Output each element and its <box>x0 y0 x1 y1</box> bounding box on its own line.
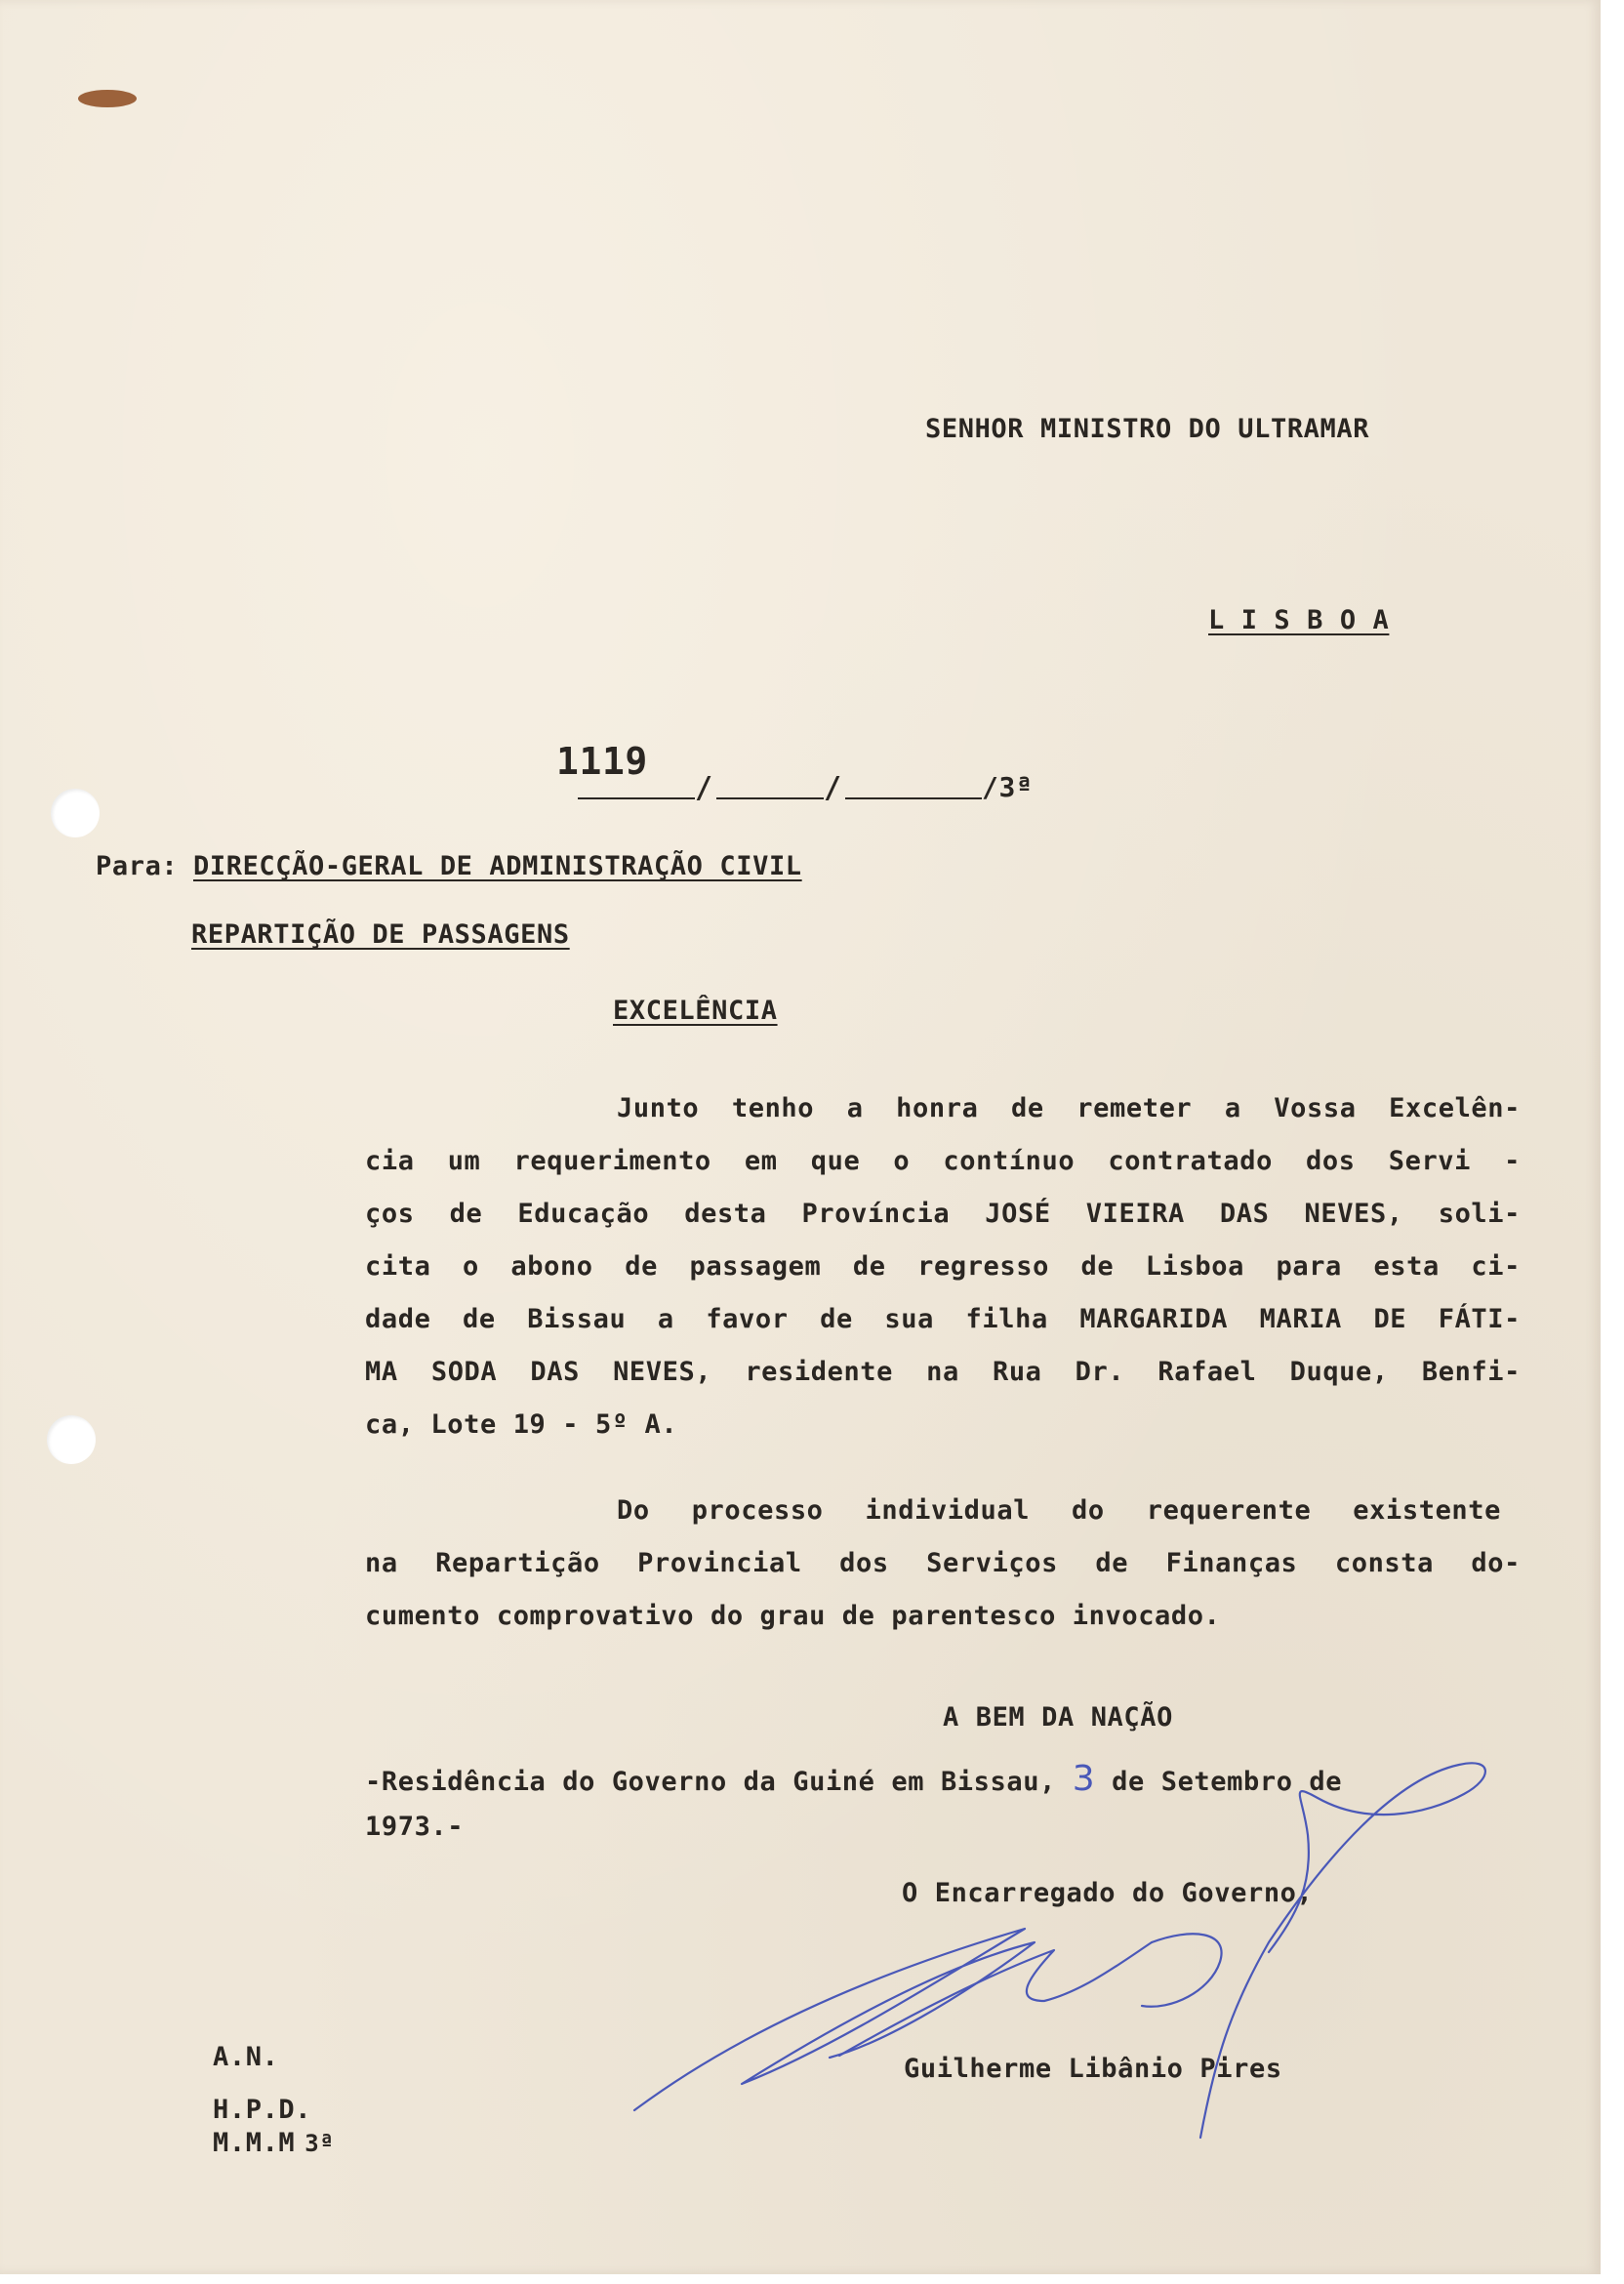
closing-year: 1973.- <box>365 1812 465 1842</box>
initials-line-1: A.N. <box>213 2042 279 2072</box>
reference-suffix: /3ª <box>982 771 1034 803</box>
paragraph-1-line: ca, Lote 19 - 5º A. <box>365 1409 678 1440</box>
initials-line-3-text: M.M.M <box>213 2128 296 2158</box>
recipient-label: Para: <box>96 851 179 881</box>
paragraph-1-line: cita o abono de passagem de regresso de Lisboa para esta ci- <box>365 1251 1521 1282</box>
paragraph-1-line: dade de Bissau a favor de sua filha MARGARIDA MARIA DE FÁTI- <box>365 1304 1521 1334</box>
initials-line-3-suffix: 3ª <box>304 2130 335 2157</box>
salutation: EXCELÊNCIA <box>613 996 778 1026</box>
paragraph-1-line: Junto tenho a honra de remeter a Vossa Excelên- <box>617 1093 1521 1123</box>
initials-line-2: H.P.D. <box>213 2095 312 2125</box>
signature-stroke <box>634 1929 1035 2110</box>
paragraph-2-line: cumento comprovativo do grau de parentesco invocado. <box>365 1601 1221 1631</box>
closing-place-date-start: -Residência do Governo da Guiné em Bissau, <box>365 1767 1073 1797</box>
paragraph-1-line: MA SODA DAS NEVES, residente na Rua Dr. Rafael Duque, Benfi- <box>365 1357 1521 1387</box>
signer-name: Guilherme Libânio Pires <box>904 2054 1282 2084</box>
closing-place-date-end: de Setembro de <box>1095 1767 1343 1797</box>
handwritten-day: 3 <box>1072 1759 1096 1799</box>
paragraph-2-line: na Repartição Provincial dos Serviços de Finanças consta do- <box>365 1548 1521 1578</box>
addressee-title: SENHOR MINISTRO DO ULTRAMAR <box>925 414 1370 444</box>
paragraph-1-line: cia um requerimento em que o contínuo contratado dos Servi - <box>365 1146 1521 1176</box>
reference-separator-2: / <box>824 771 842 805</box>
addressee-city: L I S B O A <box>1208 605 1390 635</box>
signature-stroke <box>1142 1934 1222 2006</box>
signer-role: O Encarregado do Governo, <box>902 1878 1314 1908</box>
recipient-department: REPARTIÇÃO DE PASSAGENS <box>191 919 570 950</box>
reference-number: 1119 <box>556 740 648 783</box>
signature-stroke <box>839 1942 1152 2056</box>
closing-motto: A BEM DA NAÇÃO <box>943 1702 1173 1733</box>
paragraph-1-line: ços de Educação desta Província JOSÉ VIEIRA DAS NEVES, soli- <box>365 1199 1521 1229</box>
reference-separator-1: / <box>695 771 713 805</box>
recipient-office: DIRECÇÃO-GERAL DE ADMINISTRAÇÃO CIVIL <box>193 851 802 881</box>
paragraph-2-line: Do processo individual do requerente existente <box>617 1495 1501 1526</box>
signature-stroke <box>1200 1763 1485 2138</box>
